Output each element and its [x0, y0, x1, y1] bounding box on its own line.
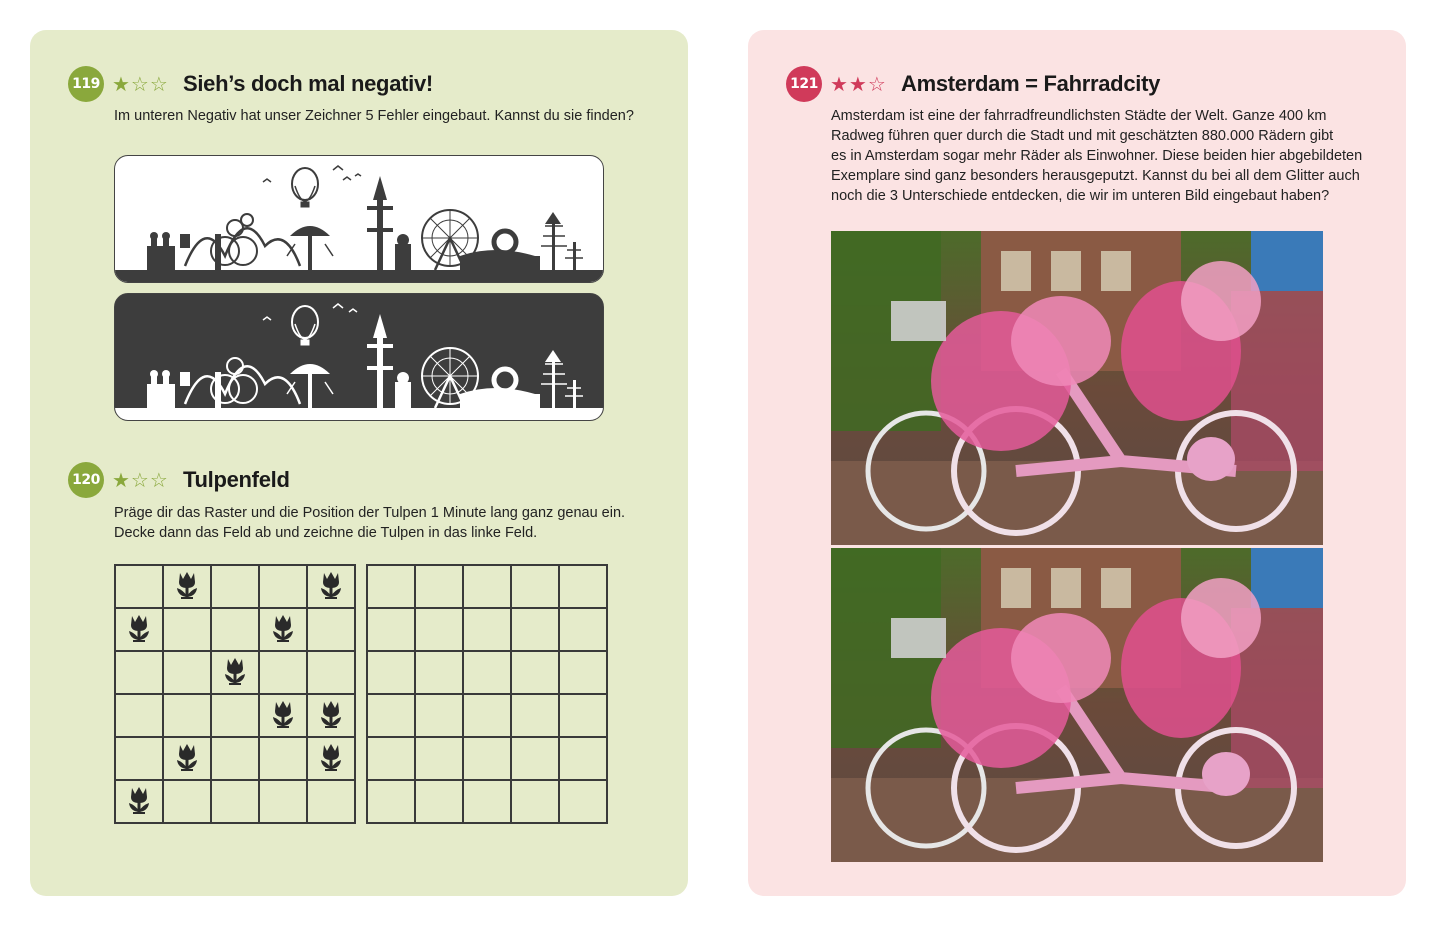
puzzle-description-line: Decke dann das Feld ab und zeichne die Tulpen in das linke Feld. [114, 525, 538, 541]
answer-grid-cell[interactable] [463, 780, 511, 823]
answer-grid-cell[interactable] [367, 694, 415, 737]
grid-row [115, 780, 355, 823]
fairground-skyline-negative-drawing [115, 294, 604, 421]
flower-bicycle-photo-original [831, 231, 1323, 545]
grid-row [115, 651, 355, 694]
grid-cell [259, 780, 307, 823]
grid-cell [307, 651, 355, 694]
tulip-icon [172, 741, 202, 773]
answer-grid-cell[interactable] [511, 780, 559, 823]
grid-cell [163, 651, 211, 694]
skyline-negative-image [114, 293, 604, 421]
puzzle-number-badge: 121 [786, 66, 822, 102]
grid-cell [259, 651, 307, 694]
answer-grid-cell[interactable] [367, 780, 415, 823]
bicycle-photo-illustration [831, 231, 1323, 545]
tulip-answer-grid[interactable] [366, 564, 608, 824]
bicycle-photo-illustration [831, 548, 1323, 862]
grid-cell [163, 780, 211, 823]
grid-cell [307, 780, 355, 823]
grid-cell [307, 565, 355, 608]
tulip-icon [268, 698, 298, 730]
grid-cell [115, 565, 163, 608]
grid-cell [163, 608, 211, 651]
puzzle-title: Tulpenfeld [183, 467, 290, 492]
answer-grid-cell[interactable] [367, 565, 415, 608]
grid-row [367, 651, 607, 694]
tulip-icon [172, 569, 202, 601]
grid-cell [211, 565, 259, 608]
grid-cell [211, 737, 259, 780]
difficulty-stars: ★★☆ [830, 72, 887, 96]
grid-row [367, 565, 607, 608]
answer-grid-cell[interactable] [559, 694, 607, 737]
answer-grid-cell[interactable] [415, 737, 463, 780]
answer-grid-cell[interactable] [511, 737, 559, 780]
grid-cell [115, 608, 163, 651]
grid-row [367, 694, 607, 737]
puzzle-number-badge: 119 [68, 66, 104, 102]
tulip-icon [316, 698, 346, 730]
answer-grid-cell[interactable] [511, 565, 559, 608]
grid-cell [115, 651, 163, 694]
answer-grid-cell[interactable] [559, 565, 607, 608]
answer-grid-cell[interactable] [415, 565, 463, 608]
tulip-icon [316, 741, 346, 773]
answer-grid-cell[interactable] [463, 651, 511, 694]
grid-cell [115, 737, 163, 780]
grid-cell [211, 694, 259, 737]
tulip-icon [124, 784, 154, 816]
grid-row [367, 780, 607, 823]
answer-grid-cell[interactable] [559, 651, 607, 694]
puzzle-title: Amsterdam = Fahrradcity [901, 71, 1161, 96]
puzzle-number-badge: 120 [68, 462, 104, 498]
tulip-icon [124, 612, 154, 644]
answer-grid-cell[interactable] [511, 651, 559, 694]
grid-row [367, 737, 607, 780]
grid-cell [211, 651, 259, 694]
answer-grid-cell[interactable] [559, 608, 607, 651]
fairground-skyline-drawing [115, 156, 604, 283]
answer-grid-cell[interactable] [511, 694, 559, 737]
grid-cell [163, 694, 211, 737]
grid-row [115, 565, 355, 608]
answer-grid-cell[interactable] [367, 608, 415, 651]
answer-grid-cell[interactable] [559, 737, 607, 780]
tulip-memory-grid [114, 564, 356, 824]
grid-cell [163, 565, 211, 608]
grid-cell [115, 780, 163, 823]
puzzle-description: Im unteren Negativ hat unser Zeichner 5 Fehler eingebaut. Kannst du sie finden? [114, 108, 634, 124]
grid-cell [211, 608, 259, 651]
puzzle-title: Sieh’s doch mal negativ! [183, 71, 433, 96]
answer-grid-cell[interactable] [415, 694, 463, 737]
answer-grid-cell[interactable] [463, 737, 511, 780]
puzzle-description-line: noch die 3 Unterschiede entdecken, die wir im unteren Bild eingebaut haben? [831, 188, 1330, 204]
answer-grid-cell[interactable] [463, 694, 511, 737]
grid-cell [115, 694, 163, 737]
answer-grid-cell[interactable] [415, 780, 463, 823]
grid-cell [307, 608, 355, 651]
difficulty-stars: ★☆☆ [112, 72, 169, 96]
grid-row [115, 737, 355, 780]
grid-cell [307, 694, 355, 737]
answer-grid-cell[interactable] [463, 608, 511, 651]
puzzle-description-line: Exemplare sind ganz besonders herausgeputzt. Kannst du bei all dem Glitter auch [831, 168, 1360, 184]
grid-cell [259, 737, 307, 780]
answer-grid-cell[interactable] [367, 737, 415, 780]
answer-grid-cell[interactable] [463, 565, 511, 608]
grid-cell [259, 565, 307, 608]
answer-grid-cell[interactable] [511, 608, 559, 651]
difficulty-stars: ★☆☆ [112, 468, 169, 492]
flower-bicycle-photo-changed [831, 548, 1323, 862]
puzzle-description-line: Amsterdam ist eine der fahrradfreundlichsten Städte der Welt. Ganze 400 km [831, 108, 1327, 124]
grid-cell [259, 694, 307, 737]
puzzle-description-line: Präge dir das Raster und die Position der Tulpen 1 Minute lang ganz genau ein. [114, 505, 626, 521]
answer-grid-cell[interactable] [415, 651, 463, 694]
tulip-icon [316, 569, 346, 601]
grid-cell [163, 737, 211, 780]
grid-cell [259, 608, 307, 651]
tulip-icon [220, 655, 250, 687]
puzzle-description-line: Radweg führen quer durch die Stadt und mit geschätzten 880.000 Rädern gibt [831, 128, 1334, 144]
answer-grid-cell[interactable] [559, 780, 607, 823]
puzzle-description-line: es in Amsterdam sogar mehr Räder als Einwohner. Diese beiden hier abgebildeten [831, 148, 1363, 164]
tulip-icon [268, 612, 298, 644]
answer-grid-cell[interactable] [415, 608, 463, 651]
grid-cell [307, 737, 355, 780]
grid-row [115, 608, 355, 651]
grid-cell [211, 780, 259, 823]
skyline-original-image [114, 155, 604, 283]
grid-row [115, 694, 355, 737]
answer-grid-cell[interactable] [367, 651, 415, 694]
grid-row [367, 608, 607, 651]
